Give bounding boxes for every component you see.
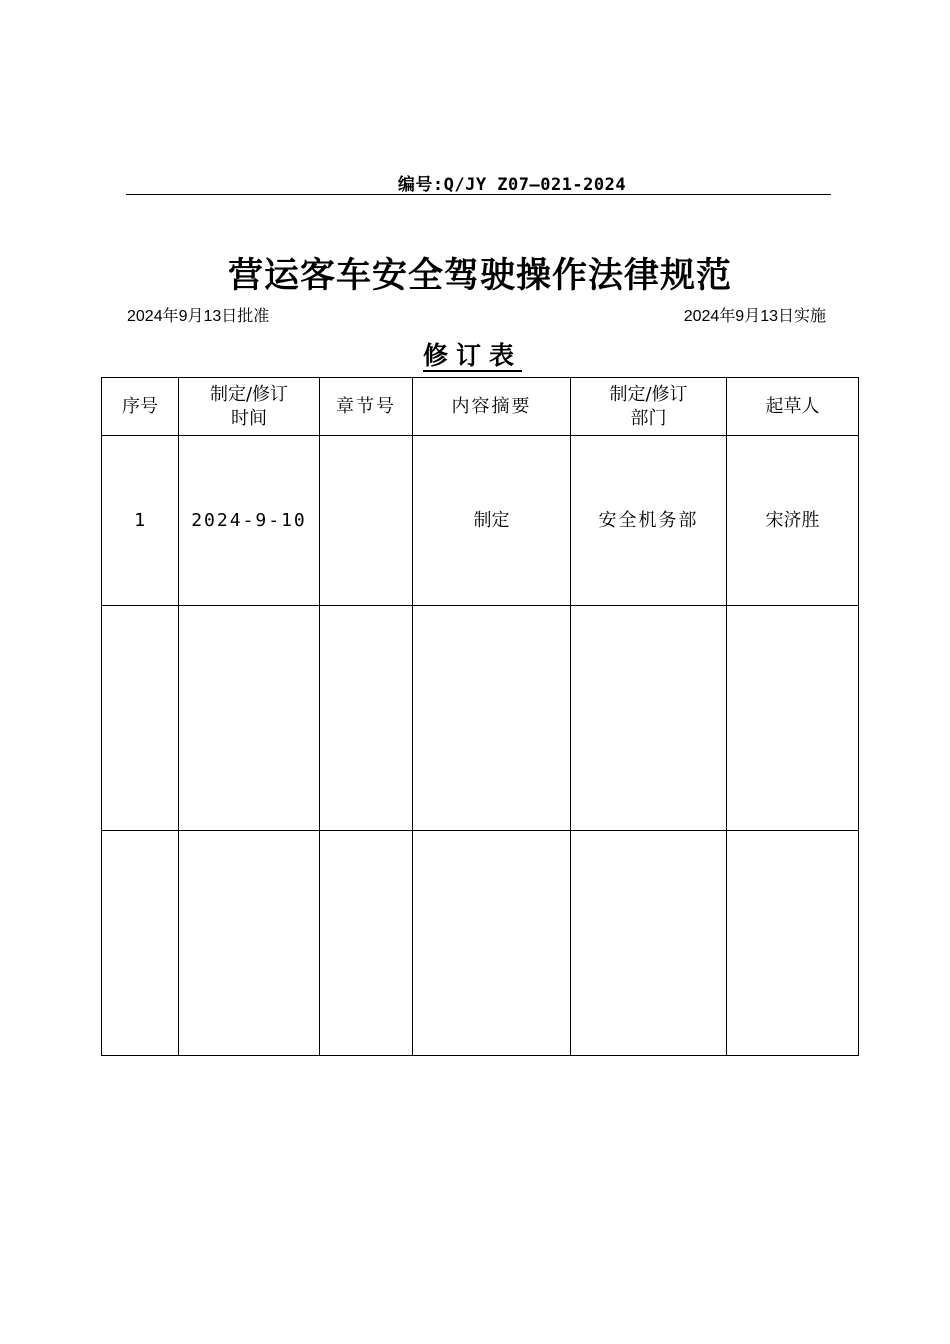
header-seq: 序号 [102,378,179,436]
revision-table-title: 修订表 [423,341,523,370]
document-title: 营运客车安全驾驶操作法律规范 [227,255,732,296]
table-row-empty [102,606,859,831]
cell-summary: 制定 [413,436,571,606]
revision-table [101,377,859,1056]
cell-time: 2024-9-10 [179,436,320,606]
header-dept-line2: 部门 [630,407,667,429]
header-summary: 内容摘要 [413,378,571,436]
header-time-line1: 制定/修订 [209,383,289,405]
header-time [179,378,320,436]
cell-dept: 安全机务部 [571,436,727,606]
cell-chapter [320,436,413,606]
table-row-empty [102,831,859,1056]
header-dept-line1: 制定/修订 [609,383,688,405]
header-drafter: 起草人 [727,378,859,436]
table-row [102,436,859,606]
cell-seq: 1 [102,436,179,606]
effective-date: 2024年9月13日实施 [683,308,826,325]
document-number: 编号:Q/JY Z07—021-2024 [397,175,627,195]
header-dept [571,378,727,436]
header-chapter: 章节号 [320,378,413,436]
header-time-line2: 时间 [231,407,267,429]
cell-drafter: 宋济胜 [727,436,859,606]
header-rule [126,194,831,195]
approval-date: 2024年9月13日批准 [127,308,270,325]
table-header-row [102,378,859,436]
